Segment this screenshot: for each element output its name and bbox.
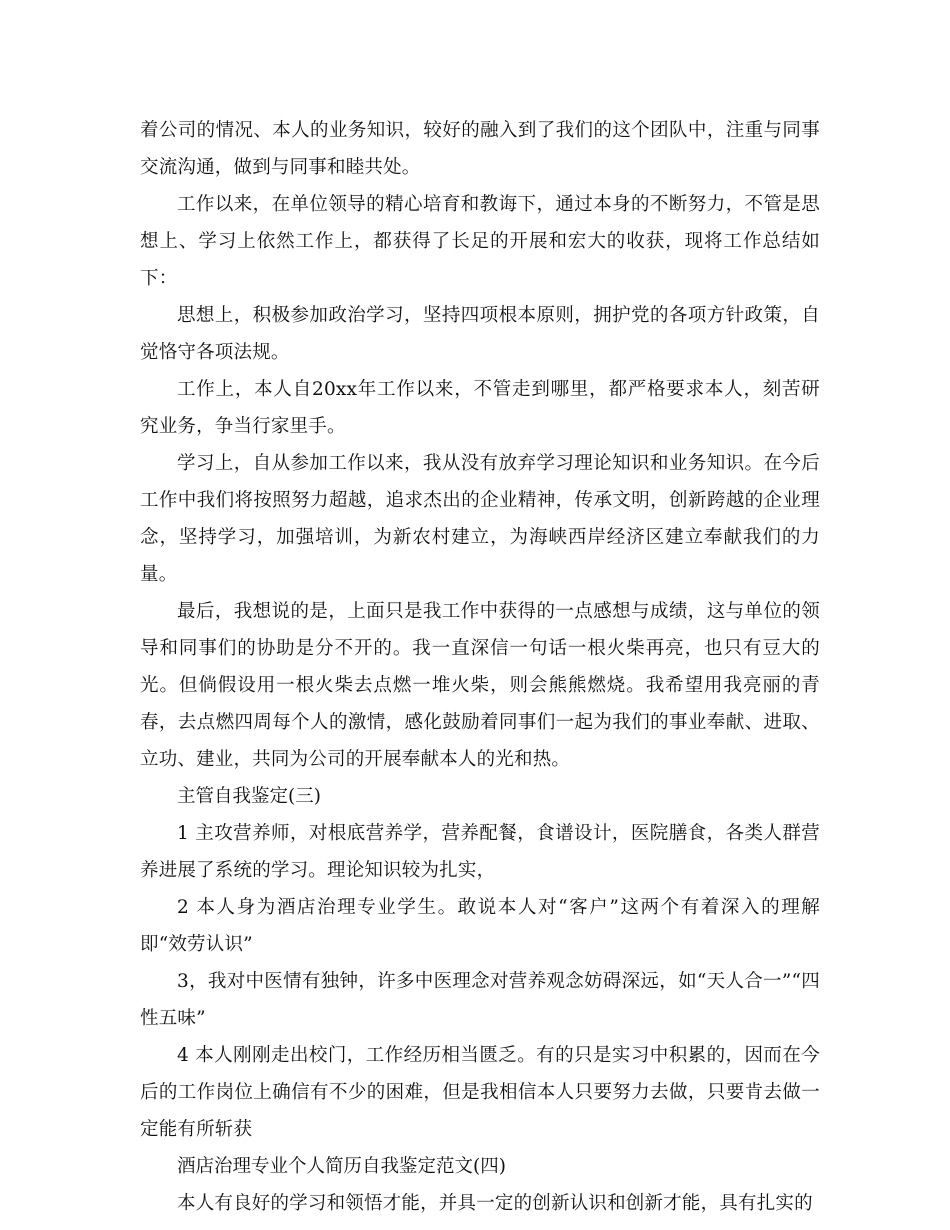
paragraph-5: 学习上，自从参加工作以来，我从没有放弃学习理论知识和业务知识。在今后工作中我们将按照努力超越，追求杰出的企业精神，传承文明，创新跨越的企业理念，坚持学习，加强培训，为新农村建立，为海峡西岸经济区建立奉献我们的力量。 — [140, 453, 820, 585]
paragraph-2: 工作以来，在单位领导的精心培育和教诲下，通过本身的不断努力，不管是思想上、学习上依然工作上，都获得了长足的开展和宏大的收获，现将工作总结如下： — [140, 194, 820, 289]
list-item-3: 3，我对中医情有独钟，许多中医理念对营养观念妨碍深远，如“天人合一”“四性五味” — [140, 971, 820, 1029]
list-item-4: 4 本人刚刚走出校门，工作经历相当匮乏。有的只是实习中积累的，因而在今后的工作岗位上确信有不少的困难，但是我相信本人只要努力去做，只要肯去做一定能有所斩获 — [140, 1045, 820, 1140]
paragraph-6: 最后，我想说的是，上面只是我工作中获得的一点感想与成绩，这与单位的领导和同事们的协助是分不开的。我一直深信一句话一根火柴再亮，也只有豆大的光。但倘假设用一根火柴去点燃一堆火柴，则会熊熊燃烧。我希望用我亮丽的青春，去点燃四周每个人的激情，感化鼓励着同事们一起为我们的事业奉献、进取、立功、建业，共同为公司的开展奉献本人的光和热。 — [140, 601, 820, 770]
paragraph-final: 本人有良好的学习和领悟才能，并具一定的创新认识和创新才能，具有扎实的 — [177, 1193, 813, 1214]
section-heading-4: 酒店治理专业个人简历自我鉴定范文(四) — [177, 1156, 506, 1177]
list-item-1: 1 主攻营养师，对根底营养学，营养配餐，食谱设计，医院膳食，各类人群营养进展了系统的学习。理论知识较为扎实， — [140, 823, 820, 881]
paragraph-4: 工作上，本人自20xx年工作以来，不管走到哪里，都严格要求本人，刻苦研究业务，争当行家里手。 — [140, 379, 820, 437]
list-item-2: 2 本人身为酒店治理专业学生。敢说本人对“客户”这两个有着深入的理解即“效劳认识” — [140, 897, 820, 955]
document-body — [140, 112, 820, 1222]
paragraph-3: 思想上，积极参加政治学习，坚持四项根本原则，拥护党的各项方针政策，自觉恪守各项法规。 — [140, 305, 820, 363]
paragraph-1: 着公司的情况、本人的业务知识，较好的融入到了我们的这个团队中，注重与同事交流沟通，做到与同事和睦共处。 — [140, 120, 820, 178]
section-heading-3: 主管自我鉴定(三) — [177, 786, 321, 807]
